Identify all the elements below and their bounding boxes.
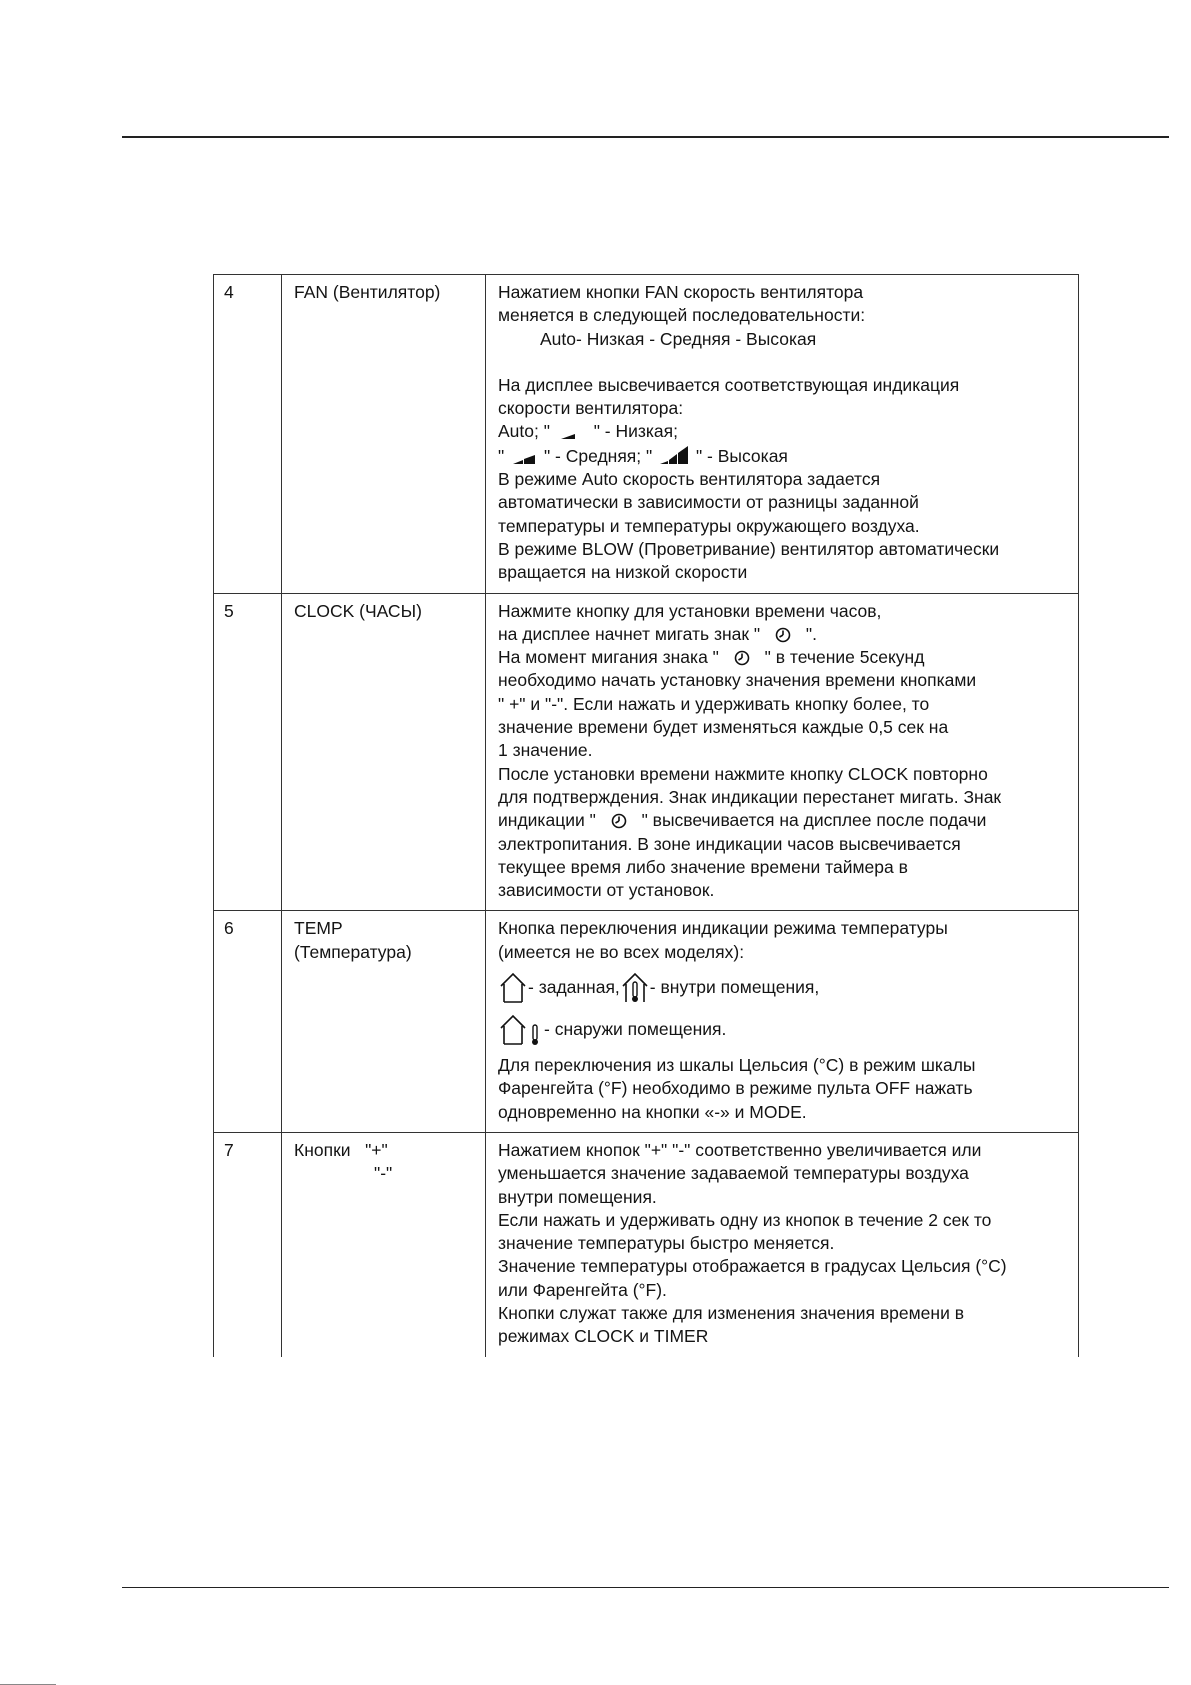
row-number: 7 (214, 1132, 282, 1356)
button-name-cell (282, 593, 486, 911)
description-cell (486, 275, 1079, 594)
desc-fragment: индикации " (498, 810, 596, 831)
clock-indicator-line (498, 809, 1070, 832)
button-name-cell (282, 911, 486, 1132)
clock-blink-line (498, 623, 1070, 646)
desc-line: В режиме Auto скорость вентилятора задается (498, 469, 881, 490)
desc-fragment: " - Высокая (695, 445, 788, 466)
row-number: 5 (214, 593, 282, 911)
table-row-fan (214, 275, 1079, 594)
fan-low-line (498, 420, 1070, 443)
description-cell (486, 1132, 1079, 1356)
table-row-temp (214, 911, 1079, 1132)
house-set-temperature-icon (498, 971, 528, 1005)
button-name-cell (282, 275, 486, 594)
desc-line: меняется в следующей последовательности: (498, 305, 866, 326)
desc-line: " +" и "-". Если нажать и удерживать кнопку более, то (498, 693, 930, 714)
desc-line: необходимо начать установку значения времени кнопками (498, 670, 977, 691)
desc-line: Нажмите кнопку для установки времени часов, (498, 600, 882, 621)
desc-line: температуры и температуры окружающего воздуха. (498, 515, 920, 536)
desc-fragment: " - Низкая; (593, 421, 679, 442)
temp-outdoor-line (498, 1012, 1070, 1048)
desc-line: (имеется не во всех моделях): (498, 941, 745, 962)
desc-line: одновременно на кнопки «-» и MODE. (498, 1101, 807, 1122)
desc-line: Кнопка переключения индикации режима температуры (498, 918, 948, 939)
description-cell (486, 593, 1079, 911)
header-rule (122, 136, 1169, 138)
desc-line: Нажатием кнопок "+" "-" соответственно увеличивается или (498, 1139, 982, 1160)
button-name: FAN (Вентилятор) (294, 282, 441, 302)
house-indoor-thermometer-icon (620, 971, 650, 1005)
desc-line: Значение температуры отображается в градусах Цельсия (°С) (498, 1256, 1007, 1277)
desc-fragment: ". (805, 623, 817, 644)
clock-icon (611, 813, 627, 829)
desc-fragment: " в течение 5секунд (764, 647, 925, 668)
button-name-translation: (Температура) (294, 941, 412, 962)
desc-line: значение температуры быстро меняется. (498, 1233, 835, 1254)
fan-sequence: Auto- Низкая - Средняя - Высокая (540, 328, 817, 349)
desc-line: автоматически в зависимости от разницы заданной (498, 492, 919, 513)
description-cell (486, 911, 1079, 1132)
desc-fragment: " - Средняя; " (543, 445, 653, 466)
desc-line: Фаренгейта (°F) необходимо в режиме пульта OFF нажать (498, 1078, 973, 1099)
fan-speed-medium-icon (509, 450, 539, 466)
desc-line: уменьшается значение задаваемой температуры воздуха (498, 1163, 969, 1184)
fan-mid-high-line (498, 444, 1070, 468)
clock-icon (734, 650, 750, 666)
house-outdoor-thermometer-icon (498, 1013, 544, 1047)
table-row-clock (214, 593, 1079, 911)
fan-speed-low-icon (555, 427, 589, 441)
scan-corner-mark (0, 1678, 56, 1685)
button-name-minus: "-" (374, 1163, 393, 1184)
desc-line: скорости вентилятора: (498, 398, 684, 419)
desc-line: вращается на низкой скорости (498, 562, 748, 583)
button-name: Кнопки "+" (294, 1139, 388, 1160)
desc-fragment: - внутри помещения, (649, 977, 820, 998)
desc-fragment: " высвечивается на дисплее после подачи (641, 810, 987, 831)
desc-line: или Фаренгейта (°F). (498, 1279, 667, 1300)
clock-icon (775, 627, 791, 643)
desc-line: текущее время либо значение времени таймера в (498, 856, 908, 877)
desc-line: Если нажать и удерживать одну из кнопок в течение 2 сек то (498, 1209, 992, 1230)
clock-blink-line-2 (498, 646, 1070, 669)
desc-line: режимах CLOCK и TIMER (498, 1326, 709, 1347)
desc-fragment: На момент мигания знака " (498, 647, 719, 668)
desc-fragment: - снаружи помещения. (544, 1019, 727, 1040)
desc-line: После установки времени нажмите кнопку CLOCK повторно (498, 763, 988, 784)
desc-fragment: Auto; " (498, 421, 550, 442)
button-name: TEMP (294, 918, 343, 939)
desc-line: Кнопки служат также для изменения значения времени в (498, 1302, 964, 1323)
desc-line: электропитания. В зоне индикации часов высвечивается (498, 833, 961, 854)
desc-fragment: - заданная, (528, 977, 620, 998)
fan-speed-high-icon (657, 444, 691, 466)
desc-line: 1 значение. (498, 740, 593, 761)
desc-line: зависимости от установок. (498, 880, 715, 901)
desc-line: внутри помещения. (498, 1186, 657, 1207)
desc-line: значение времени будет изменяться каждые 0,5 сек на (498, 717, 949, 738)
button-name: CLOCK (ЧАСЫ) (294, 600, 422, 621)
temp-set-indoor-line (498, 970, 1070, 1006)
desc-line: В режиме BLOW (Проветривание) вентилятор автоматически (498, 538, 1000, 559)
desc-line: для подтверждения. Знак индикации перестанет мигать. Знак (498, 786, 1002, 807)
desc-fragment: " (498, 445, 505, 466)
desc-line: На дисплее высвечивается соответствующая индикация (498, 374, 960, 395)
desc-line: Нажатием кнопки FAN скорость вентилятора (498, 282, 864, 302)
table-row-plus-minus (214, 1132, 1079, 1356)
controls-table (213, 274, 1079, 1357)
row-number: 6 (214, 911, 282, 1132)
footer-rule (122, 1587, 1169, 1588)
desc-fragment: на дисплее начнет мигать знак " (498, 623, 761, 644)
desc-line: Для переключения из шкалы Цельсия (°С) в режим шкалы (498, 1055, 976, 1076)
button-name-cell (282, 1132, 486, 1356)
row-number: 4 (214, 275, 282, 594)
